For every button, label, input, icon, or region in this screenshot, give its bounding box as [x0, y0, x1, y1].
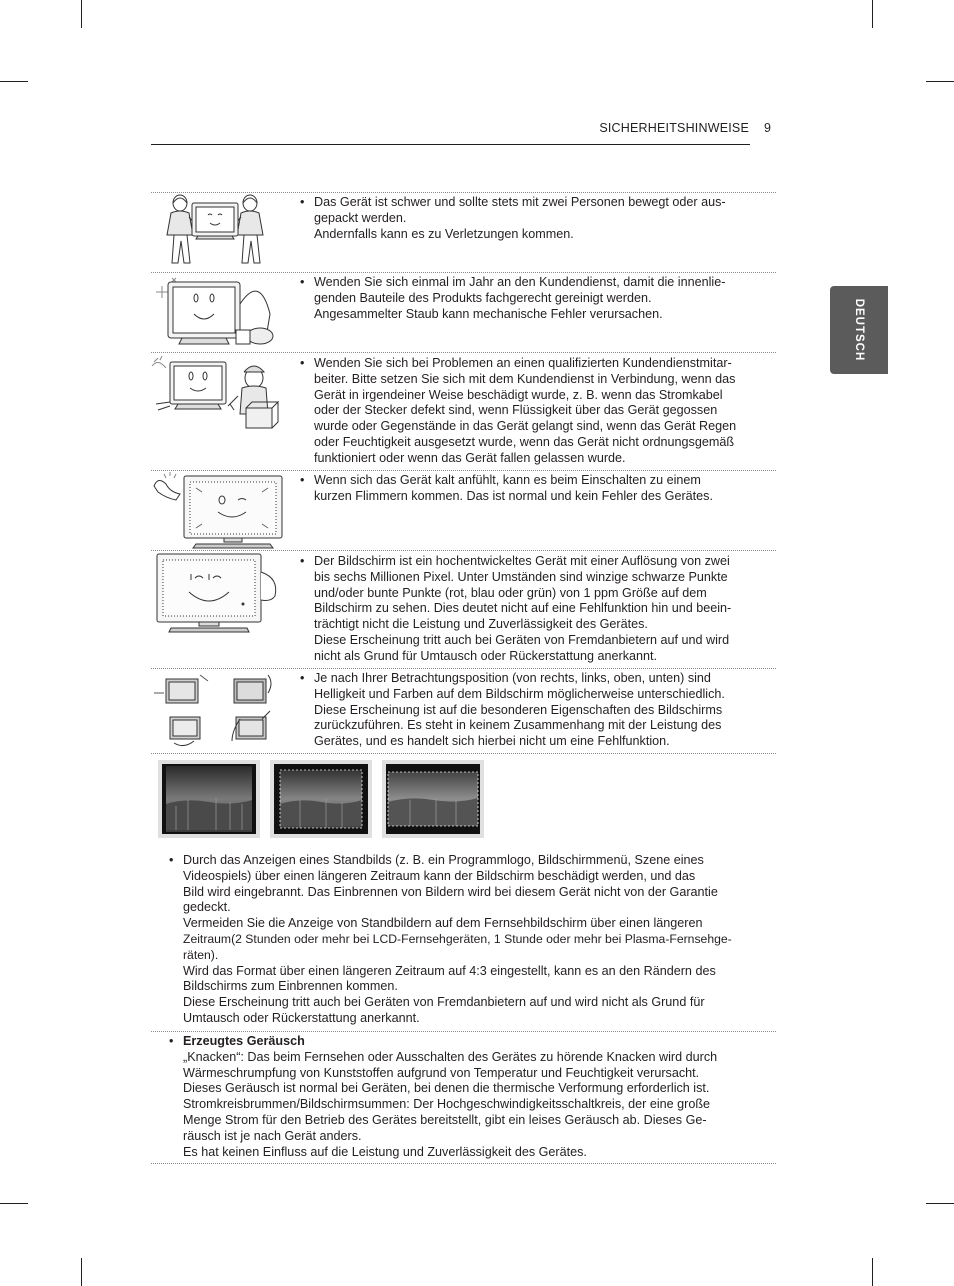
separator — [151, 352, 776, 353]
separator — [151, 470, 776, 471]
text-line: Zeitraum(2 Stunden oder mehr bei LCD-Fernsehgeräten, 1 Stunde oder mehr bei Plasma-Fernsehge- — [183, 931, 732, 946]
separator — [151, 753, 776, 754]
crop-mark — [0, 1203, 28, 1204]
text-line: gepackt werden. — [314, 210, 407, 225]
text-line: Umtausch oder Rückerstattung anerkannt. — [183, 1010, 420, 1025]
burn-in-text — [183, 853, 732, 1027]
text-line: Bild wird eingebrannt. Das Einbrennen von Bildern wird bei diesem Gerät nicht von der Garantie — [183, 884, 718, 899]
text-line: Es hat keinen Einfluss auf die Leistung und Zuverlässigkeit des Gerätes. — [183, 1144, 587, 1159]
language-tab-label: DEUTSCH — [853, 298, 865, 362]
crop-mark — [926, 1203, 954, 1204]
bullet: • — [169, 1034, 174, 1048]
text-line: Videospiels) über einen längeren Zeitraum kann der Bildschirm beschädigt werden, und das — [183, 868, 696, 883]
text-line: Gerätes, und es handelt sich hierbei nicht um eine Fehlfunktion. — [314, 734, 670, 749]
burn-in-example-image — [382, 760, 484, 838]
safety-item-text — [314, 671, 725, 750]
text-line: gedeckt. — [183, 900, 231, 915]
separator — [151, 668, 776, 669]
text-line: trächtigt nicht die Leistung und Zuverlässigkeit des Gerätes. — [314, 617, 648, 632]
bullet: • — [300, 356, 305, 370]
text-line: Wärmeschrumpfung von Kunststoffen aufgrund von Temperatur und Feuchtigkeit verursacht. — [183, 1065, 700, 1080]
safety-item-text — [314, 554, 731, 665]
text-line: Das Gerät ist schwer und sollte stets mit zwei Personen bewegt oder aus- — [314, 195, 726, 209]
text-line: Wird das Format über einen längeren Zeitraum auf 4:3 eingestellt, kann es an den Rändern des — [183, 963, 716, 978]
noise-section-heading: Erzeugtes Geräusch — [183, 1034, 305, 1048]
text-line: „Knacken“: Das beim Fernsehen oder Ausschalten des Gerätes zu hörende Knacken wird durch — [183, 1049, 718, 1064]
text-line: beiter. Bitte setzen Sie sich mit dem Kundendienst in Verbindung, wenn das — [314, 371, 736, 386]
safety-item-text — [314, 473, 713, 505]
tv-with-service-technician-illustration — [150, 356, 282, 436]
separator — [151, 272, 776, 273]
text-line: Angesammelter Staub kann mechanische Fehler verursachen. — [314, 306, 663, 321]
text-line: genden Bauteile des Produkts fachgerecht gereinigt werden. — [314, 290, 652, 305]
text-line: zurückzuführen. Es steht in keinem Zusammenhang mit der Leistung des — [314, 718, 722, 733]
text-line: Dieses Geräusch ist normal bei Geräten, bei denen die thermische Verformung erforderlich ist. — [183, 1081, 710, 1096]
safety-item-text — [314, 275, 725, 322]
tv-pixel-screen-illustration — [155, 552, 285, 634]
text-line: und/oder bunte Punkte (rot, blau oder grün) von 1 ppm Größe auf dem — [314, 585, 707, 600]
bullet: • — [300, 195, 305, 209]
separator — [151, 1163, 776, 1164]
bullet: • — [300, 473, 305, 487]
safety-item-text — [314, 195, 726, 242]
header-rule — [151, 144, 750, 145]
text-line: Diese Erscheinung ist auf die besonderen Eigenschaften des Bildschirms — [314, 702, 723, 717]
text-line: Wenn sich das Gerät kalt anfühlt, kann es beim Einschalten zu einem — [314, 473, 701, 487]
text-line: Stromkreisbrummen/Bildschirmsummen: Der Hochgeschwindigkeitsschaltkreis, der eine große — [183, 1097, 711, 1112]
text-line: Helligkeit und Farben auf dem Bildschirm möglicherweise unterschiedlich. — [314, 686, 725, 701]
text-line: funktioniert oder wenn das Gerät fallen gelassen wurde. — [314, 450, 626, 465]
text-line: Wenden Sie sich einmal im Jahr an den Kundendienst, damit die innenlie- — [314, 275, 726, 289]
burn-in-example-image — [158, 760, 260, 838]
language-tab — [830, 286, 888, 374]
text-line: Je nach Ihrer Betrachtungsposition (von rechts, links, oben, unten) sind — [314, 671, 711, 685]
page-number: 9 — [764, 121, 771, 135]
text-line: Bildschirms zum Einbrennen kommen. — [183, 979, 398, 994]
crop-mark — [0, 81, 28, 82]
text-line: nicht als Grund für Umtausch oder Rückerstattung anerkannt. — [314, 648, 658, 663]
text-line: Vermeiden Sie die Anzeige von Standbildern auf dem Fernsehbildschirm über einen längeren — [183, 916, 703, 931]
burn-in-example-image — [270, 760, 372, 838]
text-line: Andernfalls kann es zu Verletzungen kommen. — [314, 226, 574, 241]
bullet: • — [300, 554, 305, 568]
noise-section-text — [183, 1034, 717, 1160]
text-line: bis sechs Millionen Pixel. Unter Umständen sind winzige schwarze Punkte — [314, 569, 728, 584]
text-line: wurde oder Gegenstände in das Gerät gelangt sind, wenn das Gerät Regen — [314, 419, 737, 434]
text-line: Durch das Anzeigen eines Standbilds (z. B. ein Programmlogo, Bildschirmmenü, Szene eines — [183, 853, 704, 867]
separator — [151, 1031, 776, 1032]
crop-mark — [872, 0, 873, 28]
text-line: räten). — [183, 947, 219, 962]
text-line: räusch ist je nach Gerät anders. — [183, 1128, 362, 1143]
two-people-carrying-tv-illustration — [160, 193, 270, 269]
text-line: oder der Stecker defekt sind, wenn Flüssigkeit über das Gerät gegossen — [314, 403, 718, 418]
text-line: Der Bildschirm ist ein hochentwickeltes Gerät mit einer Auflösung von zwei — [314, 554, 730, 568]
bullet: • — [169, 853, 174, 867]
crop-mark — [872, 1258, 873, 1286]
text-line: Bildschirm zu sehen. Dies deutet nicht auf eine Fehlfunktion hin und beein- — [314, 601, 732, 616]
text-line: oder Feuchtigkeit ausgesetzt wurde, wenn das Gerät nicht ordnungsgemäß — [314, 434, 735, 449]
crop-mark — [81, 1258, 82, 1286]
bullet: • — [300, 671, 305, 685]
crop-mark — [81, 0, 82, 28]
tv-viewing-angles-illustration — [150, 671, 286, 749]
tv-flicker-cold-illustration — [150, 472, 285, 550]
safety-item-text — [314, 356, 736, 467]
crop-mark — [926, 81, 954, 82]
section-title: SICHERHEITSHINWEISE — [599, 121, 749, 135]
text-line: Wenden Sie sich bei Problemen an einen qualifizierten Kundendienstmitar- — [314, 356, 732, 370]
text-line: Gerät in irgendeiner Weise beschädigt wurde, z. B. wenn das Stromkabel — [314, 387, 723, 402]
text-line: Menge Strom für den Betrieb des Gerätes bereitstellt, gibt ein leises Geräusch ab. Dieses Ge- — [183, 1112, 707, 1127]
text-line: kurzen Flimmern kommen. Das ist normal und kein Fehler des Gerätes. — [314, 488, 713, 503]
text-line: Diese Erscheinung tritt auch bei Geräten von Fremdanbietern auf und wird — [314, 632, 730, 647]
text-line: Diese Erscheinung tritt auch bei Geräten von Fremdanbietern auf und wird nicht als Grund für — [183, 995, 705, 1010]
separator — [151, 550, 776, 551]
bullet: • — [300, 275, 305, 289]
tv-with-vacuum-cleaner-illustration — [152, 274, 277, 350]
